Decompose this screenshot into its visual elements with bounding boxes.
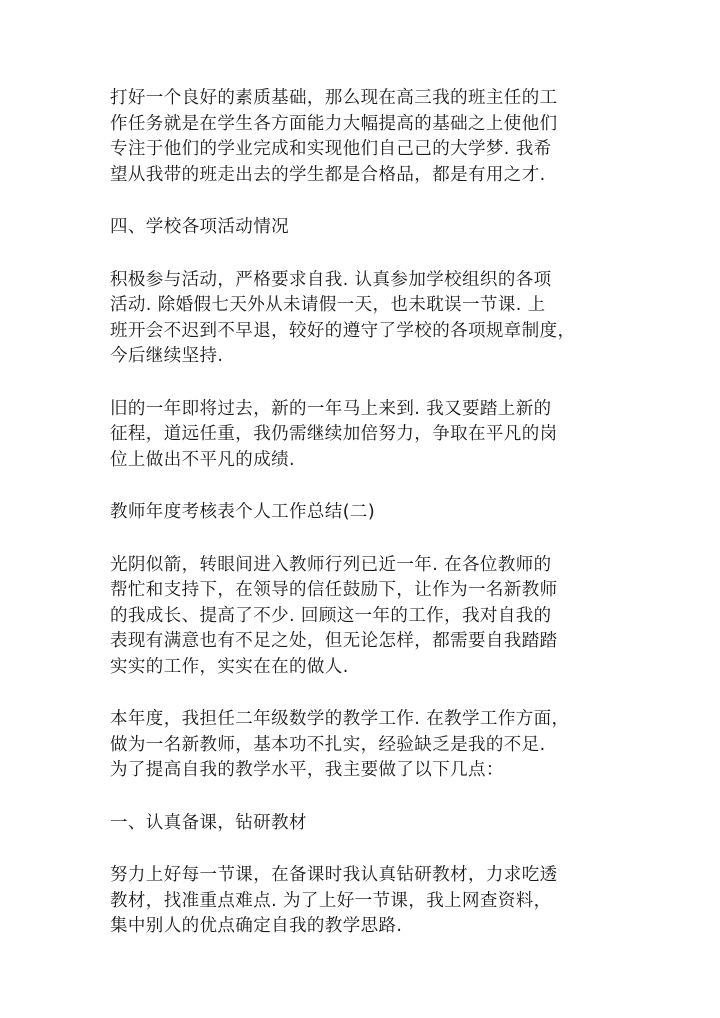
paragraph-closing	[110, 397, 610, 474]
text-line: 实实的工作，实实在在的做人.	[110, 656, 349, 677]
text-line: 班开会不迟到不早退，较好的遵守了学校的各项规章制度，	[110, 320, 576, 341]
text-line: 积极参与活动，严格要求自我. 认真参加学校组织的各项	[110, 269, 552, 290]
text-line: 旧的一年即将过去，新的一年马上来到. 我又要踏上新的	[110, 398, 552, 419]
section-heading-lesson-prep	[110, 811, 610, 837]
paragraph-activities	[110, 268, 610, 370]
paragraph-class-duty-goal	[110, 86, 610, 188]
text-line: 位上做出不平凡的成绩.	[110, 449, 295, 470]
text-line: 集中别人的优点确定自我的教学思路.	[110, 916, 403, 936]
text-line: 教材，找准重点难点. 为了上好一节课，我上网查资料，	[110, 890, 552, 911]
document-body	[110, 86, 610, 940]
text-line: 今后继续坚持.	[110, 346, 224, 366]
text-line: 作任务就是在学生各方面能力大幅提高的基础之上使他们	[110, 113, 558, 134]
text-line: 本年度，我担任二年级数学的教学工作. 在教学工作方面，	[110, 709, 570, 729]
text-line: 打好一个良好的素质基础，那么现在高三我的班主任的工	[110, 88, 558, 108]
text-line: 为了提高自我的教学水平，我主要做了以下几点：	[110, 760, 504, 780]
text-line: 的我成长、提高了不少. 回顾这一年的工作，我对自我的	[110, 605, 552, 626]
section-heading-school-activities	[110, 215, 610, 241]
heading-line: 一、认真备课，钻研教材	[110, 812, 307, 833]
paragraph-lesson-prep	[110, 863, 610, 940]
heading-line: 教师年度考核表个人工作总结(二)	[110, 502, 376, 522]
text-line: 帮忙和支持下，在领导的信任鼓励下，让作为一名新教师	[110, 580, 558, 600]
heading-line: 四、学校各项活动情况	[110, 217, 289, 237]
text-line: 做为一名新教师，基本功不扎实，经验缺乏是我的不足.	[110, 734, 546, 755]
text-line: 表现有满意也有不足之处，但无论怎样，都需要自我踏踏	[110, 631, 558, 651]
text-line: 光阴似箭，转眼间进入教师行列已近一年. 在各位教师的	[110, 554, 552, 575]
paragraph-intro	[110, 553, 610, 681]
text-line: 征程，道远任重，我仍需继续加倍努力，争取在平凡的岗	[110, 424, 558, 444]
text-line: 活动. 除婚假七天外从未请假一天，也未耽误一节课. 上	[110, 295, 546, 315]
text-line: 专注于他们的学业完成和实现他们自己己的大学梦. 我希	[110, 139, 552, 159]
paragraph-teaching-work	[110, 707, 610, 784]
text-line: 努力上好每一节课，在备课时我认真钻研教材，力求吃透	[110, 865, 558, 885]
text-line: 望从我带的班走出去的学生都是合格品，都是有用之才.	[110, 164, 546, 185]
document-title-part-two	[110, 500, 610, 526]
